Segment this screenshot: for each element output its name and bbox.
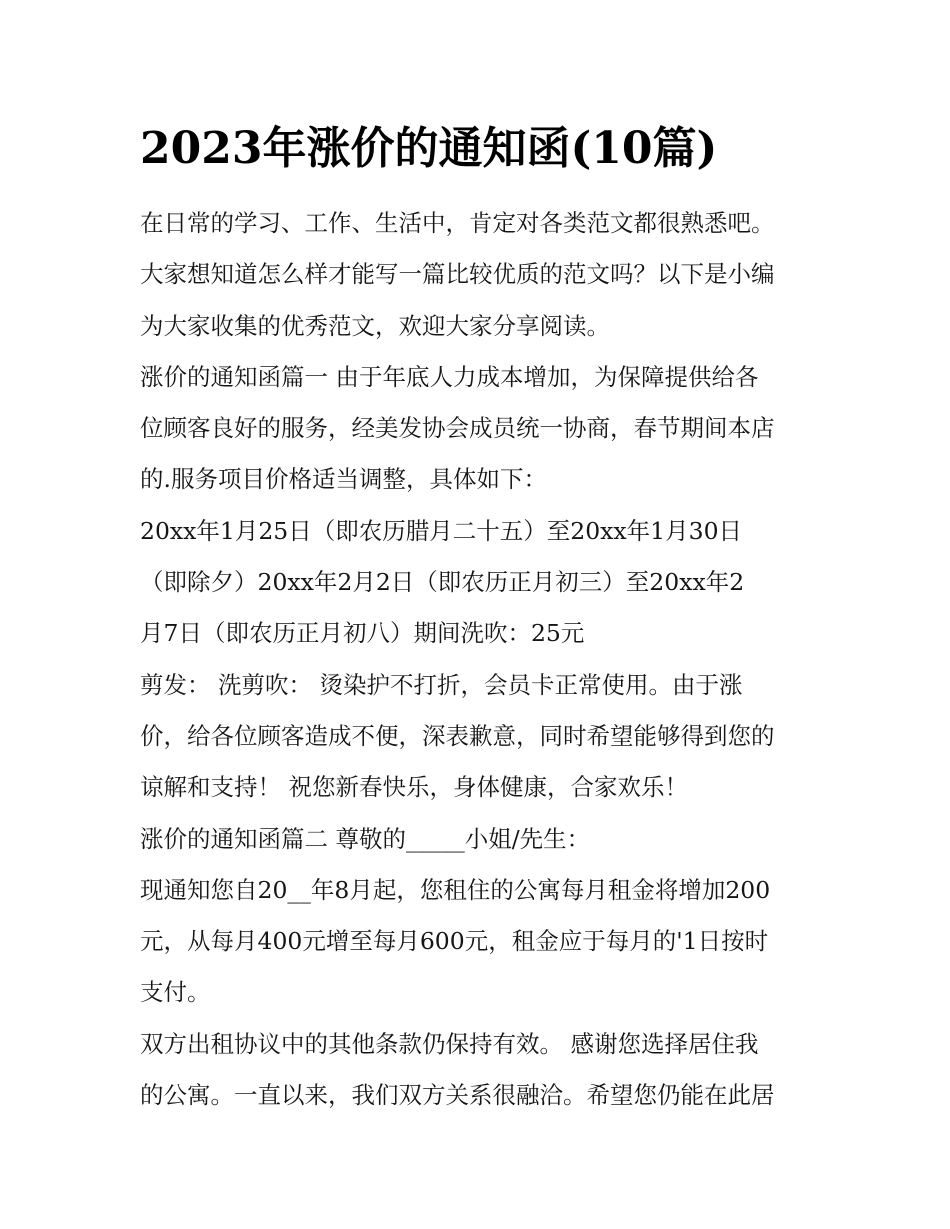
- text-line: 双方出租协议中的其他条款仍保持有效。 感谢您选择居住我: [140, 1029, 759, 1058]
- text-line: 剪发： 洗剪吹： 烫染护不打折，会员卡正常使用。由于涨: [140, 670, 743, 699]
- text-line: 在日常的学习、工作、生活中，肯定对各类范文都很熟悉吧。: [140, 209, 775, 237]
- text-line: 月7日（即农历正月初八）期间洗吹：25元: [140, 619, 585, 648]
- text-line: 元，从每月400元增至每月600元，租金应于每月的'1日按时: [140, 927, 769, 956]
- text-line: 20xx年1月25日（即农历腊月二十五）至20xx年1月30日: [140, 516, 743, 545]
- text-line: 位顾客良好的服务，经美发协会成员统一协商，春节期间本店: [140, 414, 775, 443]
- text-line: 涨价的通知函篇一 由于年底人力成本增加，为保障提供给各: [140, 362, 759, 391]
- page-title: 2023年涨价的通知函(10篇): [140, 123, 718, 174]
- text-line: 的.服务项目价格适当调整，具体如下：: [140, 465, 547, 494]
- text-line: 的公寓。一直以来，我们双方关系很融洽。希望您仍能在此居: [140, 1081, 775, 1110]
- text-line: 为大家收集的优秀范文，欢迎大家分享阅读。: [140, 311, 610, 340]
- text-line: 涨价的通知函篇二 尊敬的_____小姐/先生：: [140, 824, 591, 853]
- text-line: 大家想知道怎么样才能写一篇比较优质的范文吗？以下是小编: [140, 260, 775, 289]
- text-line: 谅解和支持！ 祝您新春快乐，身体健康，合家欢乐！: [140, 773, 688, 802]
- text-line: （即除夕）20xx年2月2日（即农历正月初三）至20xx年2: [140, 568, 745, 597]
- document-body: [140, 198, 820, 1121]
- text-line: 价，给各位顾客造成不便，深表歉意，同时希望能够得到您的: [140, 721, 775, 750]
- text-line: 现通知您自20__年8月起，您租住的公寓每月租金将增加200: [140, 875, 771, 904]
- text-line: 支付。: [140, 978, 211, 1007]
